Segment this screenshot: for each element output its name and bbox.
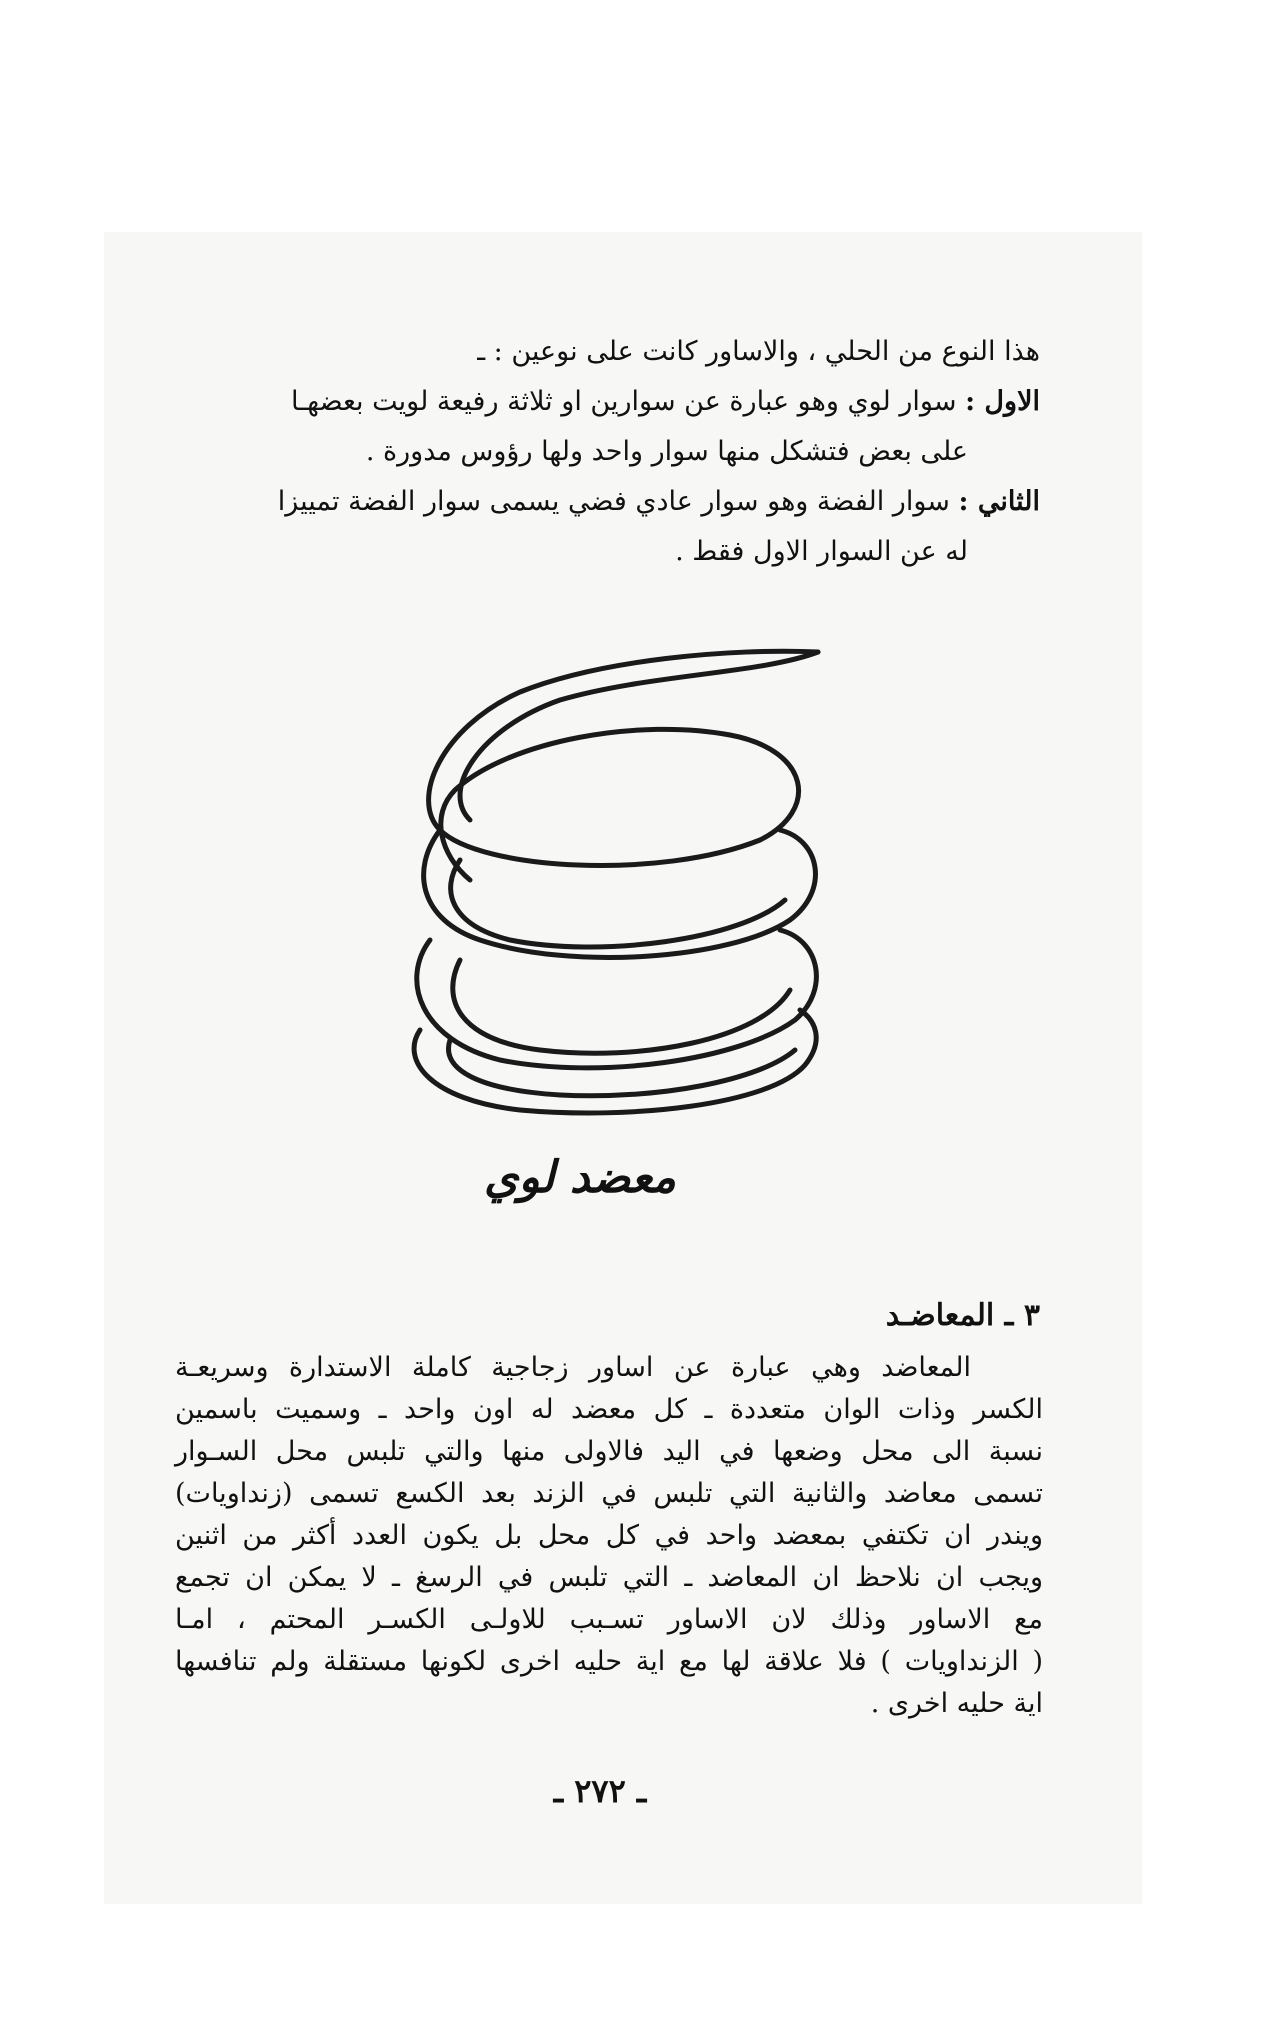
item-first-continuation: على بعض فتشكل منها سوار واحد ولها رؤوس مدورة . xyxy=(365,436,968,467)
section-body xyxy=(175,1354,1043,1732)
body-line: ويجب ان نلاحظ ان المعاضد ـ التي تلبس في الرسغ ـ لا يمكن ان تجمع xyxy=(175,1562,1043,1593)
intro-line: هذا النوع من الحلي ، والاساور كانت على نوعين : ـ xyxy=(477,336,1040,367)
item-first xyxy=(175,388,1040,438)
body-line: ويندر ان تكتفي بمعضد واحد في كل محل بل يكون العدد أكثر من اثنين xyxy=(175,1520,1043,1551)
body-line: المعاضد وهي عبارة عن اساور زجاجية كاملة الاستدارة وسريعـة xyxy=(175,1352,971,1383)
section-heading: ٣ ـ المعاضـد xyxy=(885,1298,1040,1333)
item-second xyxy=(175,488,1040,538)
body-line: تسمى معاضد والثانية التي تلبس في الزند بعد الكسع تسمى (زنداويات) xyxy=(175,1478,1043,1509)
item-second-text: سوار الفضة وهو سوار عادي فضي يسمى سوار الفضة تمييزا xyxy=(277,486,950,517)
figure-caption: معضد لوي xyxy=(484,1152,676,1203)
coiled-bracelet-drawing-icon xyxy=(400,640,840,1120)
page-number: ـ ٢٧٢ ـ xyxy=(553,1772,647,1810)
item-second-label: الثاني : xyxy=(958,486,1040,517)
item-first-label: الاول : xyxy=(965,386,1040,417)
item-first-text: سوار لوي وهو عبارة عن سوارين او ثلاثة رفيعة لويت بعضهـا xyxy=(291,386,957,417)
body-line: ( الزنداويات ) فلا علاقة لها مع اية حليه اخرى لكونها مستقلة ولم تنافسها xyxy=(175,1646,1043,1677)
item-second-continuation: له عن السوار الاول فقط . xyxy=(675,536,968,567)
body-line: الكسر وذات الوان متعددة ـ كل معضد له اون واحد ـ وسميت باسمين xyxy=(175,1394,1043,1425)
body-line: اية حليه اخرى . xyxy=(870,1688,1043,1719)
intro-text xyxy=(175,338,1040,588)
body-line: نسبة الى محل وضعها في اليد فالاولى منها والتي تلبس محل السـوار xyxy=(175,1436,1043,1467)
body-line: مع الاساور وذلك لان الاساور تسـبب للاولـى الكسـر المحتم ، امـا xyxy=(175,1604,1043,1635)
